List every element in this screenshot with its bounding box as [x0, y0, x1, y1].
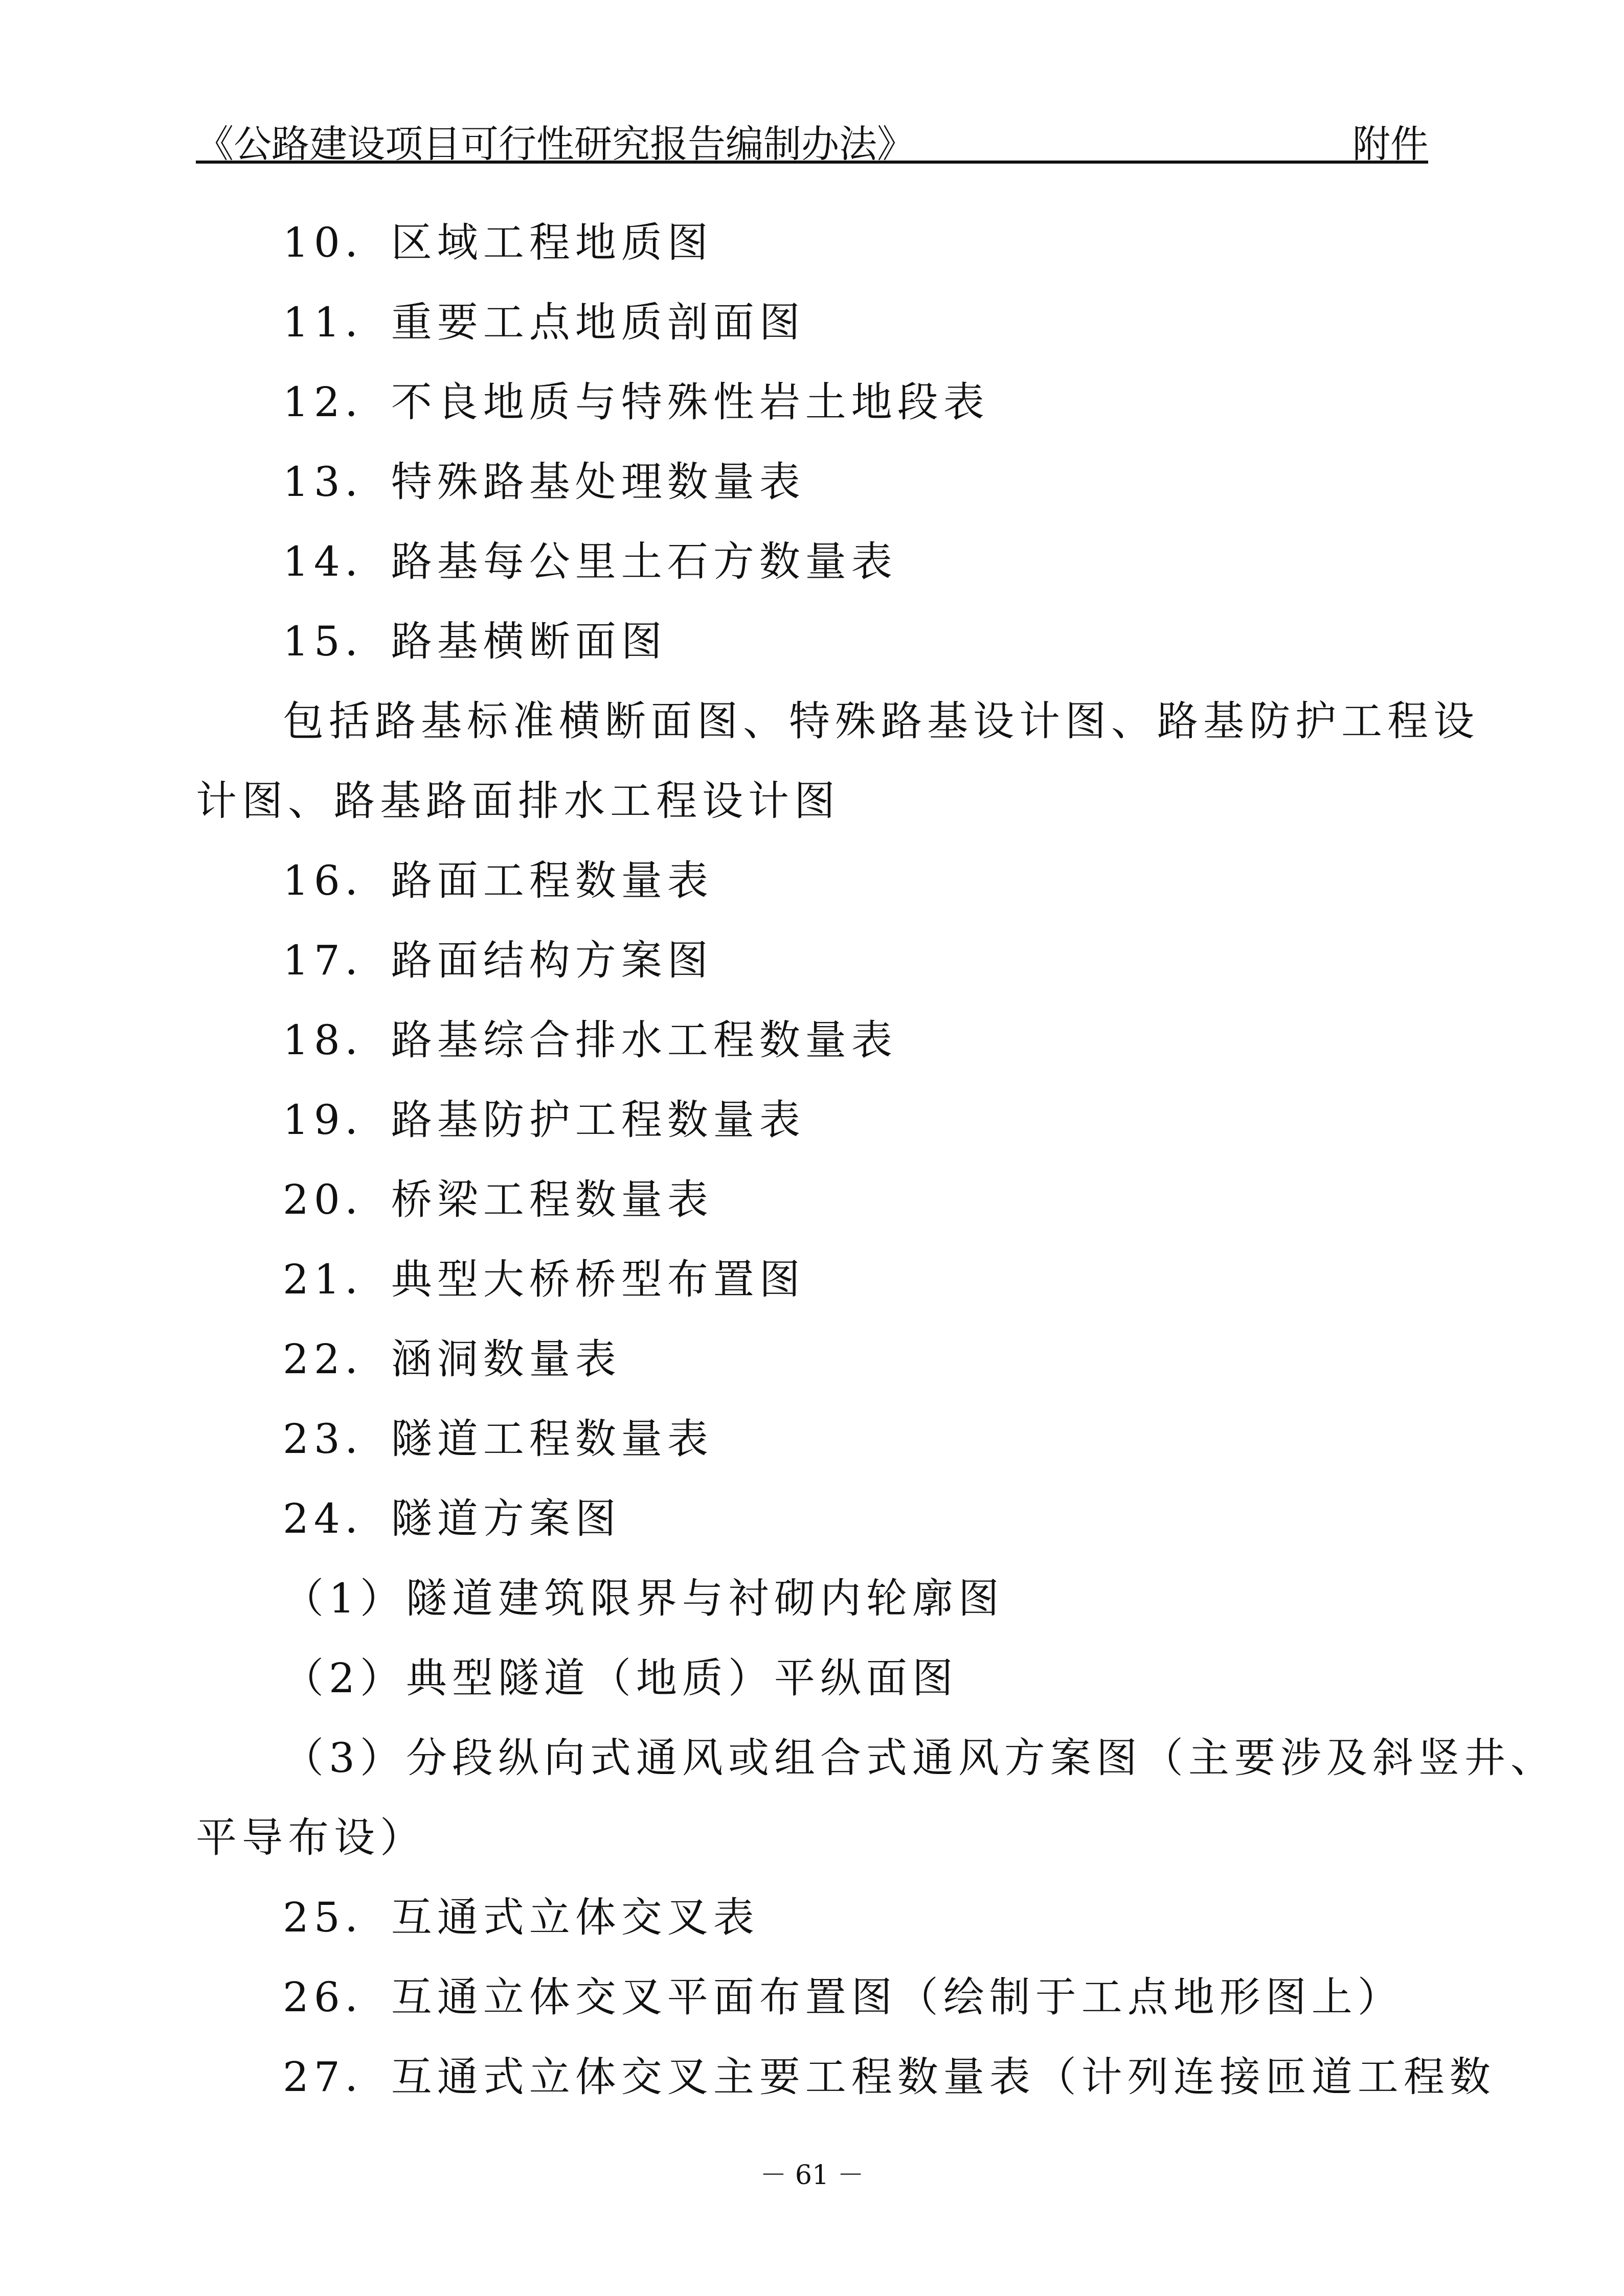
list-item: 16．路面工程数量表 [283, 857, 713, 904]
document-title: 《公路建设项目可行性研究报告编制办法》 [196, 122, 915, 166]
list-item: 22．涵洞数量表 [283, 1335, 621, 1383]
sub-list-item: （2）典型隧道（地质）平纵面图 [283, 1654, 958, 1702]
list-item: 24．隧道方案图 [283, 1495, 621, 1542]
list-item: 12．不良地质与特殊性岩土地段表 [283, 378, 989, 426]
list-item: 23．隧道工程数量表 [283, 1415, 713, 1463]
attachment-label: 附件 [1352, 122, 1428, 166]
list-item: 15．路基横断面图 [283, 618, 667, 665]
list-item: 20．桥梁工程数量表 [283, 1176, 713, 1223]
list-item: 18．路基综合排水工程数量表 [283, 1016, 897, 1064]
page-number: － 61 － [760, 2160, 864, 2191]
list-item: 25．互通式立体交叉表 [283, 1894, 759, 1941]
list-item: 19．路基防护工程数量表 [283, 1096, 805, 1144]
sub-list-item-continuation: 平导布设） [196, 1814, 426, 1861]
list-item: 10．区域工程地质图 [283, 219, 713, 266]
list-item: 17．路面结构方案图 [283, 937, 713, 984]
paragraph-line: 计图、路基路面排水工程设计图 [196, 777, 840, 825]
list-item: 21．典型大桥桥型布置图 [283, 1256, 805, 1303]
list-item: 11．重要工点地质剖面图 [283, 299, 805, 346]
list-item: 13．特殊路基处理数量表 [283, 458, 805, 506]
paragraph-line: 包括路基标准横断面图、特殊路基设计图、路基防护工程设 [283, 697, 1479, 745]
list-item: 27．互通式立体交叉主要工程数量表（计列连接匝道工程数 [283, 2053, 1496, 2101]
sub-list-item: （1）隧道建筑限界与衬砌内轮廓图 [283, 1575, 1004, 1622]
list-item: 26．互通立体交叉平面布置图（绘制于工点地形图上） [283, 1973, 1404, 2021]
sub-list-item: （3）分段纵向式通风或组合式通风方案图（主要涉及斜竖井、 [283, 1734, 1557, 1782]
header-rule [196, 161, 1428, 164]
list-item: 14．路基每公里土石方数量表 [283, 538, 897, 585]
